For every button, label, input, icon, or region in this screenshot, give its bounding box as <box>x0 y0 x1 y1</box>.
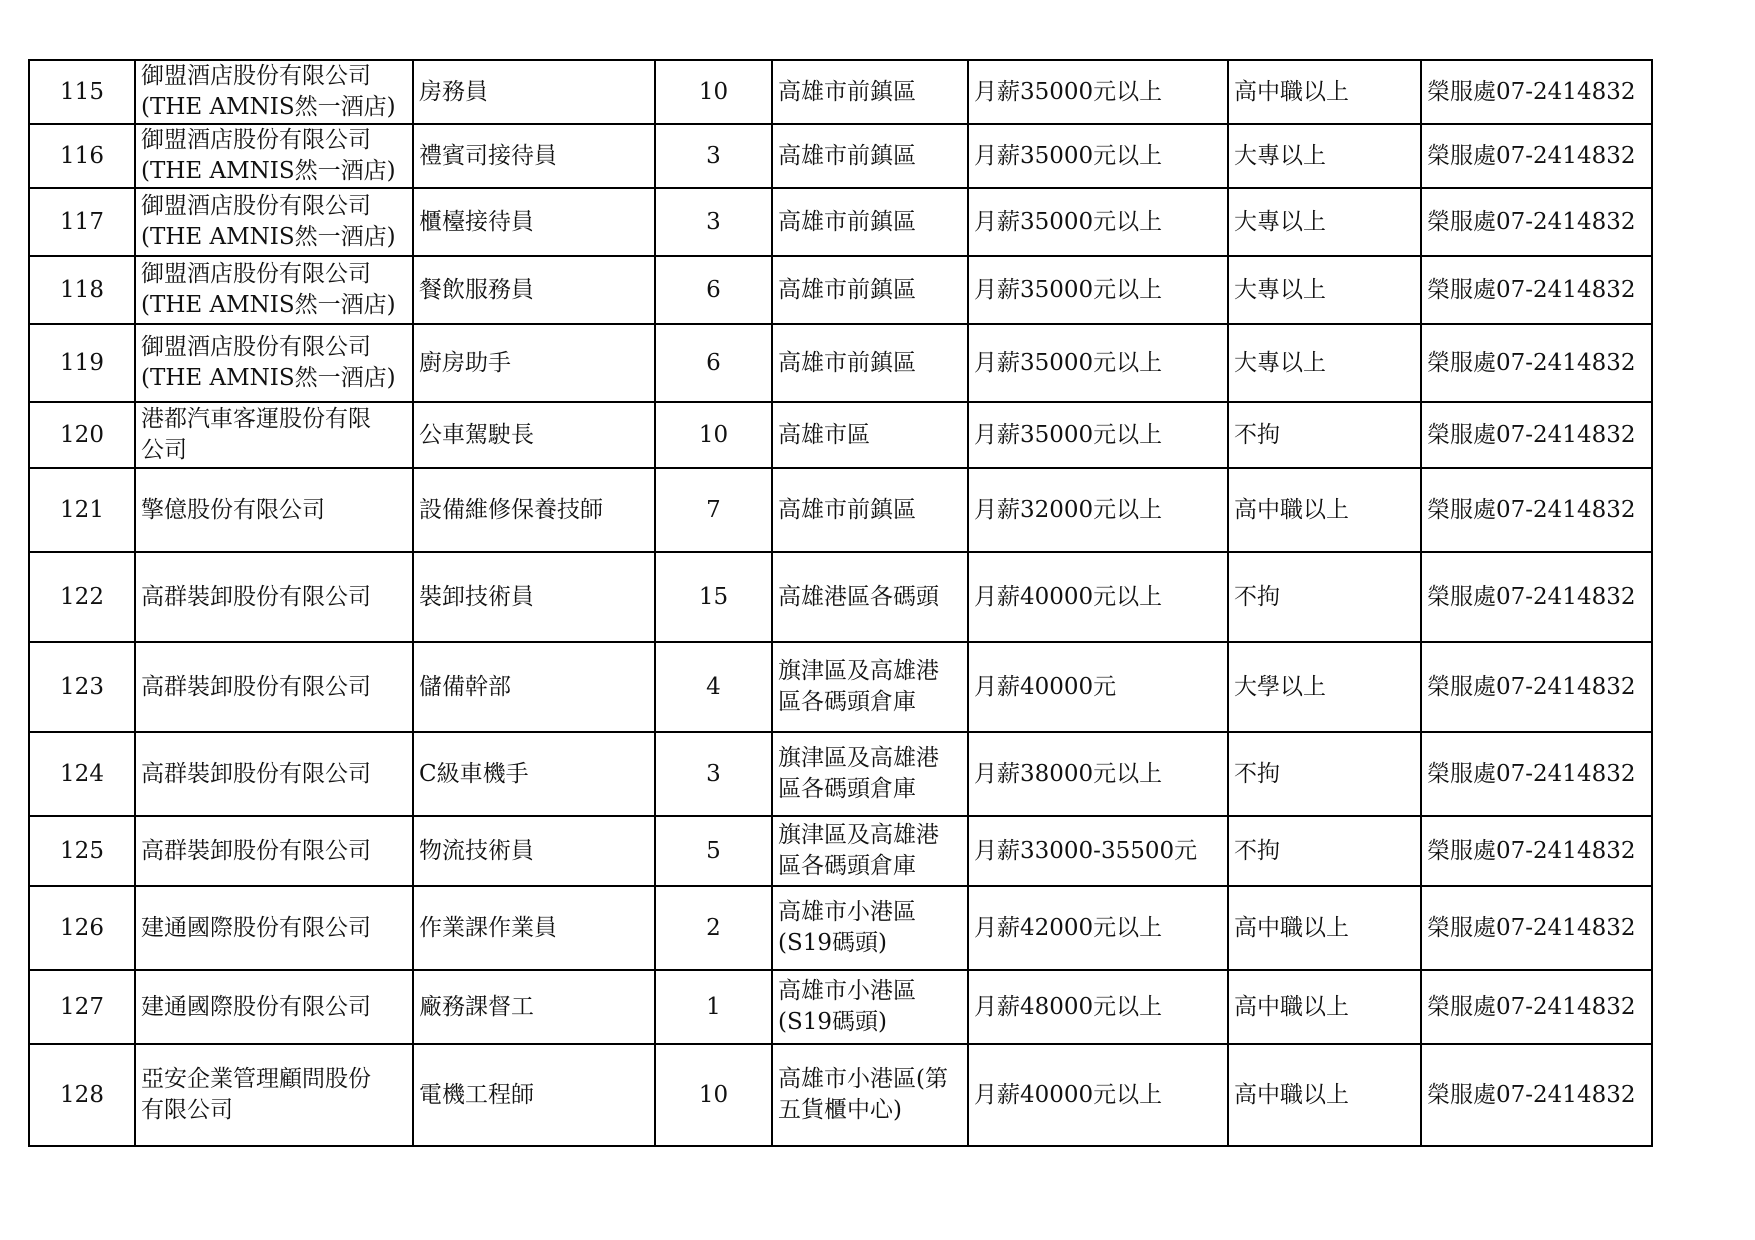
cell-count: 10 <box>655 402 772 468</box>
cell-contact: 榮服處07-2414832 <box>1421 402 1652 468</box>
cell-company-line: 亞安企業管理顧問股份 <box>141 1066 371 1092</box>
table-row <box>29 324 1652 402</box>
cell-company <box>135 642 413 732</box>
cell-company <box>135 324 413 402</box>
table-row <box>29 642 1652 732</box>
cell-education: 高中職以上 <box>1228 970 1421 1044</box>
cell-education: 大專以上 <box>1228 256 1421 324</box>
cell-position: 公車駕駛長 <box>413 402 655 468</box>
cell-education: 不拘 <box>1228 816 1421 886</box>
cell-contact: 榮服處07-2414832 <box>1421 1044 1652 1146</box>
cell-location <box>772 188 968 256</box>
cell-location-line: 高雄市小港區 <box>778 978 916 1004</box>
cell-education: 大專以上 <box>1228 124 1421 188</box>
cell-company-line: 建通國際股份有限公司 <box>141 993 371 1020</box>
table-row <box>29 402 1652 468</box>
cell-education: 不拘 <box>1228 732 1421 816</box>
cell-count: 3 <box>655 124 772 188</box>
table-row <box>29 124 1652 188</box>
table-row <box>29 188 1652 256</box>
cell-salary: 月薪38000元以上 <box>968 732 1228 816</box>
cell-company <box>135 816 413 886</box>
table-row <box>29 886 1652 970</box>
table-row <box>29 1044 1652 1146</box>
cell-company-line: 擎億股份有限公司 <box>141 496 325 523</box>
cell-count: 3 <box>655 732 772 816</box>
cell-count: 7 <box>655 468 772 552</box>
cell-contact: 榮服處07-2414832 <box>1421 60 1652 124</box>
cell-contact: 榮服處07-2414832 <box>1421 124 1652 188</box>
cell-location-line: (S19碼頭) <box>778 930 887 956</box>
cell-company-line: 港都汽車客運股份有限 <box>141 406 371 432</box>
cell-number: 123 <box>29 642 135 732</box>
cell-education: 大專以上 <box>1228 324 1421 402</box>
cell-count: 5 <box>655 816 772 886</box>
cell-salary: 月薪40000元以上 <box>968 552 1228 642</box>
cell-number: 122 <box>29 552 135 642</box>
cell-salary: 月薪40000元以上 <box>968 1044 1228 1146</box>
cell-company-line: 御盟酒店股份有限公司 <box>141 193 371 219</box>
cell-contact: 榮服處07-2414832 <box>1421 886 1652 970</box>
cell-company <box>135 468 413 552</box>
cell-company-line: (THE AMNIS然一酒店) <box>141 365 396 391</box>
cell-education: 不拘 <box>1228 402 1421 468</box>
cell-company-line: (THE AMNIS然一酒店) <box>141 158 396 184</box>
cell-company <box>135 552 413 642</box>
cell-contact: 榮服處07-2414832 <box>1421 732 1652 816</box>
cell-company <box>135 1044 413 1146</box>
cell-position: 電機工程師 <box>413 1044 655 1146</box>
cell-contact: 榮服處07-2414832 <box>1421 552 1652 642</box>
cell-contact: 榮服處07-2414832 <box>1421 642 1652 732</box>
cell-education: 不拘 <box>1228 552 1421 642</box>
cell-location-line: 高雄市前鎮區 <box>778 142 916 169</box>
cell-location-line: 高雄市前鎮區 <box>778 349 916 376</box>
cell-salary: 月薪40000元 <box>968 642 1228 732</box>
cell-location-line: 高雄市前鎮區 <box>778 496 916 523</box>
cell-location-line: 高雄市區 <box>778 421 870 448</box>
cell-company <box>135 188 413 256</box>
cell-number: 119 <box>29 324 135 402</box>
cell-position: 禮賓司接待員 <box>413 124 655 188</box>
cell-company <box>135 60 413 124</box>
cell-number: 120 <box>29 402 135 468</box>
cell-education: 高中職以上 <box>1228 60 1421 124</box>
cell-contact: 榮服處07-2414832 <box>1421 970 1652 1044</box>
cell-company-line: 御盟酒店股份有限公司 <box>141 334 371 360</box>
cell-location <box>772 324 968 402</box>
table-row <box>29 732 1652 816</box>
cell-position: 物流技術員 <box>413 816 655 886</box>
cell-location <box>772 402 968 468</box>
cell-number: 124 <box>29 732 135 816</box>
cell-salary: 月薪32000元以上 <box>968 468 1228 552</box>
cell-number: 127 <box>29 970 135 1044</box>
cell-number: 116 <box>29 124 135 188</box>
cell-company-line: 高群裝卸股份有限公司 <box>141 583 371 610</box>
cell-location-line: 區各碼頭倉庫 <box>778 853 916 879</box>
cell-location-line: 旗津區及高雄港 <box>778 658 939 684</box>
cell-company <box>135 402 413 468</box>
table-row <box>29 60 1652 124</box>
cell-count: 10 <box>655 60 772 124</box>
cell-number: 128 <box>29 1044 135 1146</box>
cell-company-line: (THE AMNIS然一酒店) <box>141 94 396 120</box>
cell-contact: 榮服處07-2414832 <box>1421 468 1652 552</box>
cell-number: 118 <box>29 256 135 324</box>
cell-education: 大專以上 <box>1228 188 1421 256</box>
cell-location <box>772 1044 968 1146</box>
table-row <box>29 552 1652 642</box>
cell-location <box>772 816 968 886</box>
cell-count: 10 <box>655 1044 772 1146</box>
cell-company-line: 高群裝卸股份有限公司 <box>141 760 371 787</box>
cell-education: 高中職以上 <box>1228 1044 1421 1146</box>
cell-company-line: 御盟酒店股份有限公司 <box>141 63 371 89</box>
cell-count: 4 <box>655 642 772 732</box>
cell-salary: 月薪42000元以上 <box>968 886 1228 970</box>
cell-contact: 榮服處07-2414832 <box>1421 324 1652 402</box>
cell-salary: 月薪48000元以上 <box>968 970 1228 1044</box>
cell-salary: 月薪35000元以上 <box>968 256 1228 324</box>
cell-company-line: 建通國際股份有限公司 <box>141 914 371 941</box>
cell-contact: 榮服處07-2414832 <box>1421 816 1652 886</box>
table-row <box>29 468 1652 552</box>
cell-company <box>135 886 413 970</box>
cell-location-line: 旗津區及高雄港 <box>778 822 939 848</box>
cell-position: 廚房助手 <box>413 324 655 402</box>
cell-company-line: 公司 <box>141 437 187 463</box>
cell-position: 作業課作業員 <box>413 886 655 970</box>
cell-company-line: 高群裝卸股份有限公司 <box>141 673 371 700</box>
cell-number: 126 <box>29 886 135 970</box>
cell-salary: 月薪35000元以上 <box>968 60 1228 124</box>
cell-company-line: (THE AMNIS然一酒店) <box>141 224 396 250</box>
job-listing-table <box>28 59 1653 1147</box>
cell-location <box>772 732 968 816</box>
cell-company <box>135 970 413 1044</box>
cell-education: 大學以上 <box>1228 642 1421 732</box>
cell-location-line: 高雄港區各碼頭 <box>778 583 939 610</box>
cell-location-line: 高雄市小港區 <box>778 899 916 925</box>
table-row <box>29 970 1652 1044</box>
cell-location <box>772 124 968 188</box>
cell-location-line: 高雄市前鎮區 <box>778 276 916 303</box>
cell-position: 廠務課督工 <box>413 970 655 1044</box>
cell-company-line: (THE AMNIS然一酒店) <box>141 292 396 318</box>
cell-location-line: 高雄市前鎮區 <box>778 208 916 235</box>
cell-company-line: 高群裝卸股份有限公司 <box>141 837 371 864</box>
table-row <box>29 256 1652 324</box>
cell-education: 高中職以上 <box>1228 468 1421 552</box>
cell-position: C級車機手 <box>413 732 655 816</box>
table-row <box>29 816 1652 886</box>
cell-number: 117 <box>29 188 135 256</box>
cell-position: 裝卸技術員 <box>413 552 655 642</box>
cell-location <box>772 468 968 552</box>
cell-location-line: 區各碼頭倉庫 <box>778 689 916 715</box>
cell-count: 6 <box>655 324 772 402</box>
cell-count: 2 <box>655 886 772 970</box>
cell-location <box>772 886 968 970</box>
cell-count: 6 <box>655 256 772 324</box>
cell-salary: 月薪33000-35500元 <box>968 816 1228 886</box>
cell-salary: 月薪35000元以上 <box>968 402 1228 468</box>
cell-company <box>135 732 413 816</box>
cell-location-line: 高雄市前鎮區 <box>778 78 916 105</box>
cell-location <box>772 60 968 124</box>
cell-contact: 榮服處07-2414832 <box>1421 256 1652 324</box>
cell-contact: 榮服處07-2414832 <box>1421 188 1652 256</box>
cell-position: 櫃檯接待員 <box>413 188 655 256</box>
cell-position: 儲備幹部 <box>413 642 655 732</box>
cell-location <box>772 552 968 642</box>
cell-company-line: 有限公司 <box>141 1097 233 1123</box>
table-body <box>29 60 1652 1146</box>
cell-position: 餐飲服務員 <box>413 256 655 324</box>
cell-number: 125 <box>29 816 135 886</box>
cell-number: 121 <box>29 468 135 552</box>
cell-education: 高中職以上 <box>1228 886 1421 970</box>
cell-location-line: 區各碼頭倉庫 <box>778 776 916 802</box>
cell-company <box>135 124 413 188</box>
cell-location <box>772 642 968 732</box>
cell-location <box>772 970 968 1044</box>
cell-position: 設備維修保養技師 <box>413 468 655 552</box>
cell-number: 115 <box>29 60 135 124</box>
cell-company-line: 御盟酒店股份有限公司 <box>141 261 371 287</box>
cell-count: 1 <box>655 970 772 1044</box>
cell-location-line: (S19碼頭) <box>778 1009 887 1035</box>
cell-location-line: 高雄市小港區(第 <box>778 1066 948 1092</box>
cell-location <box>772 256 968 324</box>
cell-position: 房務員 <box>413 60 655 124</box>
cell-location-line: 五貨櫃中心) <box>778 1097 902 1123</box>
cell-company-line: 御盟酒店股份有限公司 <box>141 127 371 153</box>
cell-salary: 月薪35000元以上 <box>968 324 1228 402</box>
cell-count: 3 <box>655 188 772 256</box>
cell-salary: 月薪35000元以上 <box>968 188 1228 256</box>
cell-location-line: 旗津區及高雄港 <box>778 745 939 771</box>
cell-salary: 月薪35000元以上 <box>968 124 1228 188</box>
cell-company <box>135 256 413 324</box>
cell-count: 15 <box>655 552 772 642</box>
